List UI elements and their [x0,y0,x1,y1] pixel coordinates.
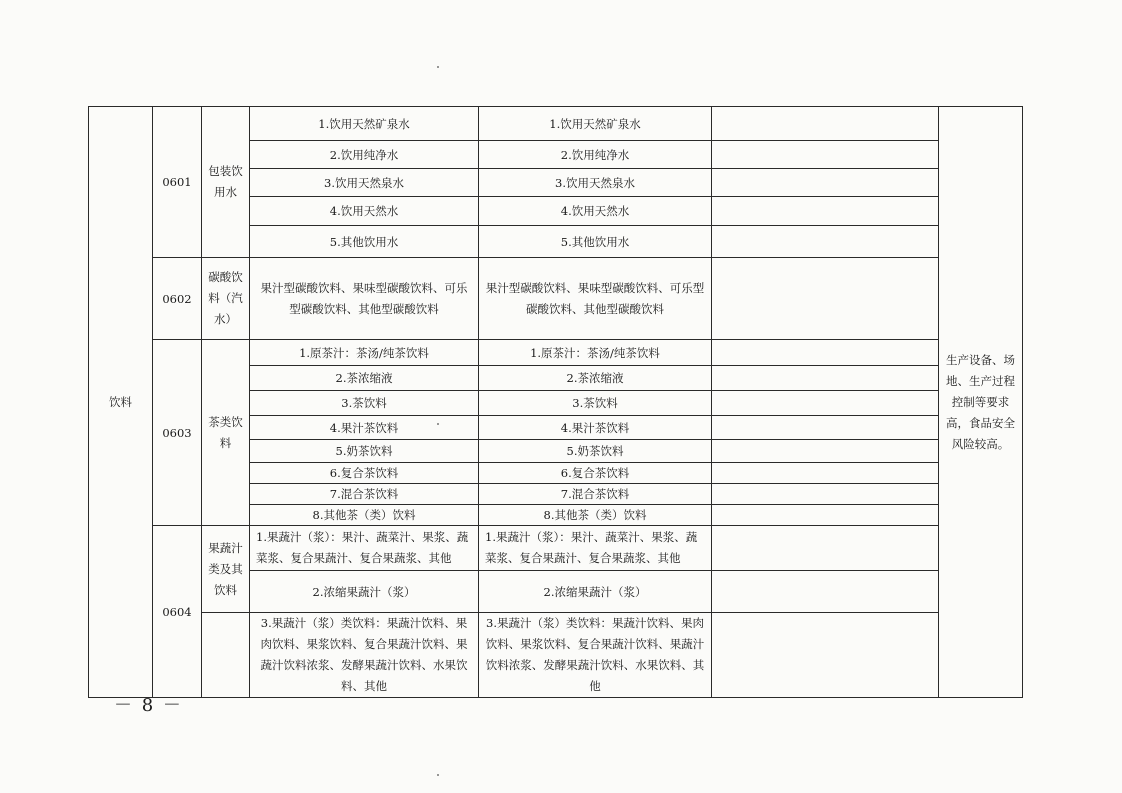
empty-cell [712,416,939,440]
page-number: － 8 － [114,695,183,716]
item-cell: 1.饮用天然矿泉水 [250,107,479,141]
item-cell: 3.饮用天然泉水 [250,169,479,197]
item-detail-cell: 1.原茶汁：茶汤/纯茶饮料 [479,340,712,366]
item-detail-cell: 2.茶浓缩液 [479,366,712,391]
item-detail-cell: 5.其他饮用水 [479,226,712,258]
note-cell: 生产设备、场地、生产过程控制等要求高，食品安全风险较高。 [939,107,1023,698]
subcategory-name-cell: 果蔬汁类及其饮料 [202,526,250,613]
table-row [89,340,1023,366]
table-row [89,613,1023,698]
empty-cell [712,613,939,698]
item-detail-cell: 1.果蔬汁（浆）：果汁、蔬菜汁、果浆、蔬菜浆、复合果蔬汁、复合果蔬浆、其他 [479,526,712,571]
empty-cell [712,340,939,366]
subcategory-name-cell-blank [202,613,250,698]
empty-cell [712,169,939,197]
empty-cell [712,463,939,484]
table-row [89,258,1023,340]
item-cell: 3.茶饮料 [250,391,479,416]
item-detail-cell: 果汁型碳酸饮料、果味型碳酸饮料、可乐型碳酸饮料、其他型碳酸饮料 [479,258,712,340]
item-detail-cell: 3.果蔬汁（浆）类饮料：果蔬汁饮料、果肉饮料、果浆饮料、复合果蔬汁饮料、果蔬汁饮料浓浆、发酵果蔬汁饮料、水果饮料、其他 [479,613,712,698]
item-cell: 3.果蔬汁（浆）类饮料：果蔬汁饮料、果肉饮料、果浆饮料、复合果蔬汁饮料、果蔬汁饮料浓浆、发酵果蔬汁饮料、水果饮料、其他 [250,613,479,698]
category-cell: 饮料 [89,107,153,698]
item-cell: 4.果汁茶饮料 [250,416,479,440]
item-cell: 1.原茶汁：茶汤/纯茶饮料 [250,340,479,366]
item-detail-cell: 7.混合茶饮料 [479,484,712,505]
empty-cell [712,197,939,226]
code-cell: 0603 [153,340,202,526]
item-cell: 1.果蔬汁（浆）：果汁、蔬菜汁、果浆、蔬菜浆、复合果蔬汁、复合果蔬浆、其他 [250,526,479,571]
scan-speck [437,774,439,776]
item-cell: 8.其他茶（类）饮料 [250,505,479,526]
code-cell: 0601 [153,107,202,258]
item-cell: 2.浓缩果蔬汁（浆） [250,571,479,613]
item-cell: 7.混合茶饮料 [250,484,479,505]
item-cell: 5.其他饮用水 [250,226,479,258]
item-detail-cell: 6.复合茶饮料 [479,463,712,484]
empty-cell [712,484,939,505]
item-detail-cell: 3.饮用天然泉水 [479,169,712,197]
empty-cell [712,107,939,141]
item-detail-cell: 3.茶饮料 [479,391,712,416]
item-detail-cell: 2.饮用纯净水 [479,141,712,169]
empty-cell [712,391,939,416]
empty-cell [712,226,939,258]
empty-cell [712,505,939,526]
item-cell: 2.茶浓缩液 [250,366,479,391]
item-detail-cell: 8.其他茶（类）饮料 [479,505,712,526]
item-detail-cell: 4.饮用天然水 [479,197,712,226]
table-row [89,107,1023,141]
empty-cell [712,141,939,169]
item-detail-cell: 1.饮用天然矿泉水 [479,107,712,141]
empty-cell [712,366,939,391]
scan-speck [437,66,439,68]
subcategory-name-cell: 包装饮用水 [202,107,250,258]
item-cell: 果汁型碳酸饮料、果味型碳酸饮料、可乐型碳酸饮料、其他型碳酸饮料 [250,258,479,340]
item-detail-cell: 4.果汁茶饮料 [479,416,712,440]
code-cell: 0602 [153,258,202,340]
item-cell: 4.饮用天然水 [250,197,479,226]
item-cell: 5.奶茶饮料 [250,440,479,463]
subcategory-name-cell: 茶类饮料 [202,340,250,526]
subcategory-name-cell: 碳酸饮料（汽水） [202,258,250,340]
item-cell: 6.复合茶饮料 [250,463,479,484]
item-cell: 2.饮用纯净水 [250,141,479,169]
code-cell: 0604 [153,526,202,698]
empty-cell [712,571,939,613]
food-category-table [88,106,1023,698]
empty-cell [712,258,939,340]
empty-cell [712,440,939,463]
item-detail-cell: 5.奶茶饮料 [479,440,712,463]
item-detail-cell: 2.浓缩果蔬汁（浆） [479,571,712,613]
table-row [89,526,1023,571]
empty-cell [712,526,939,571]
